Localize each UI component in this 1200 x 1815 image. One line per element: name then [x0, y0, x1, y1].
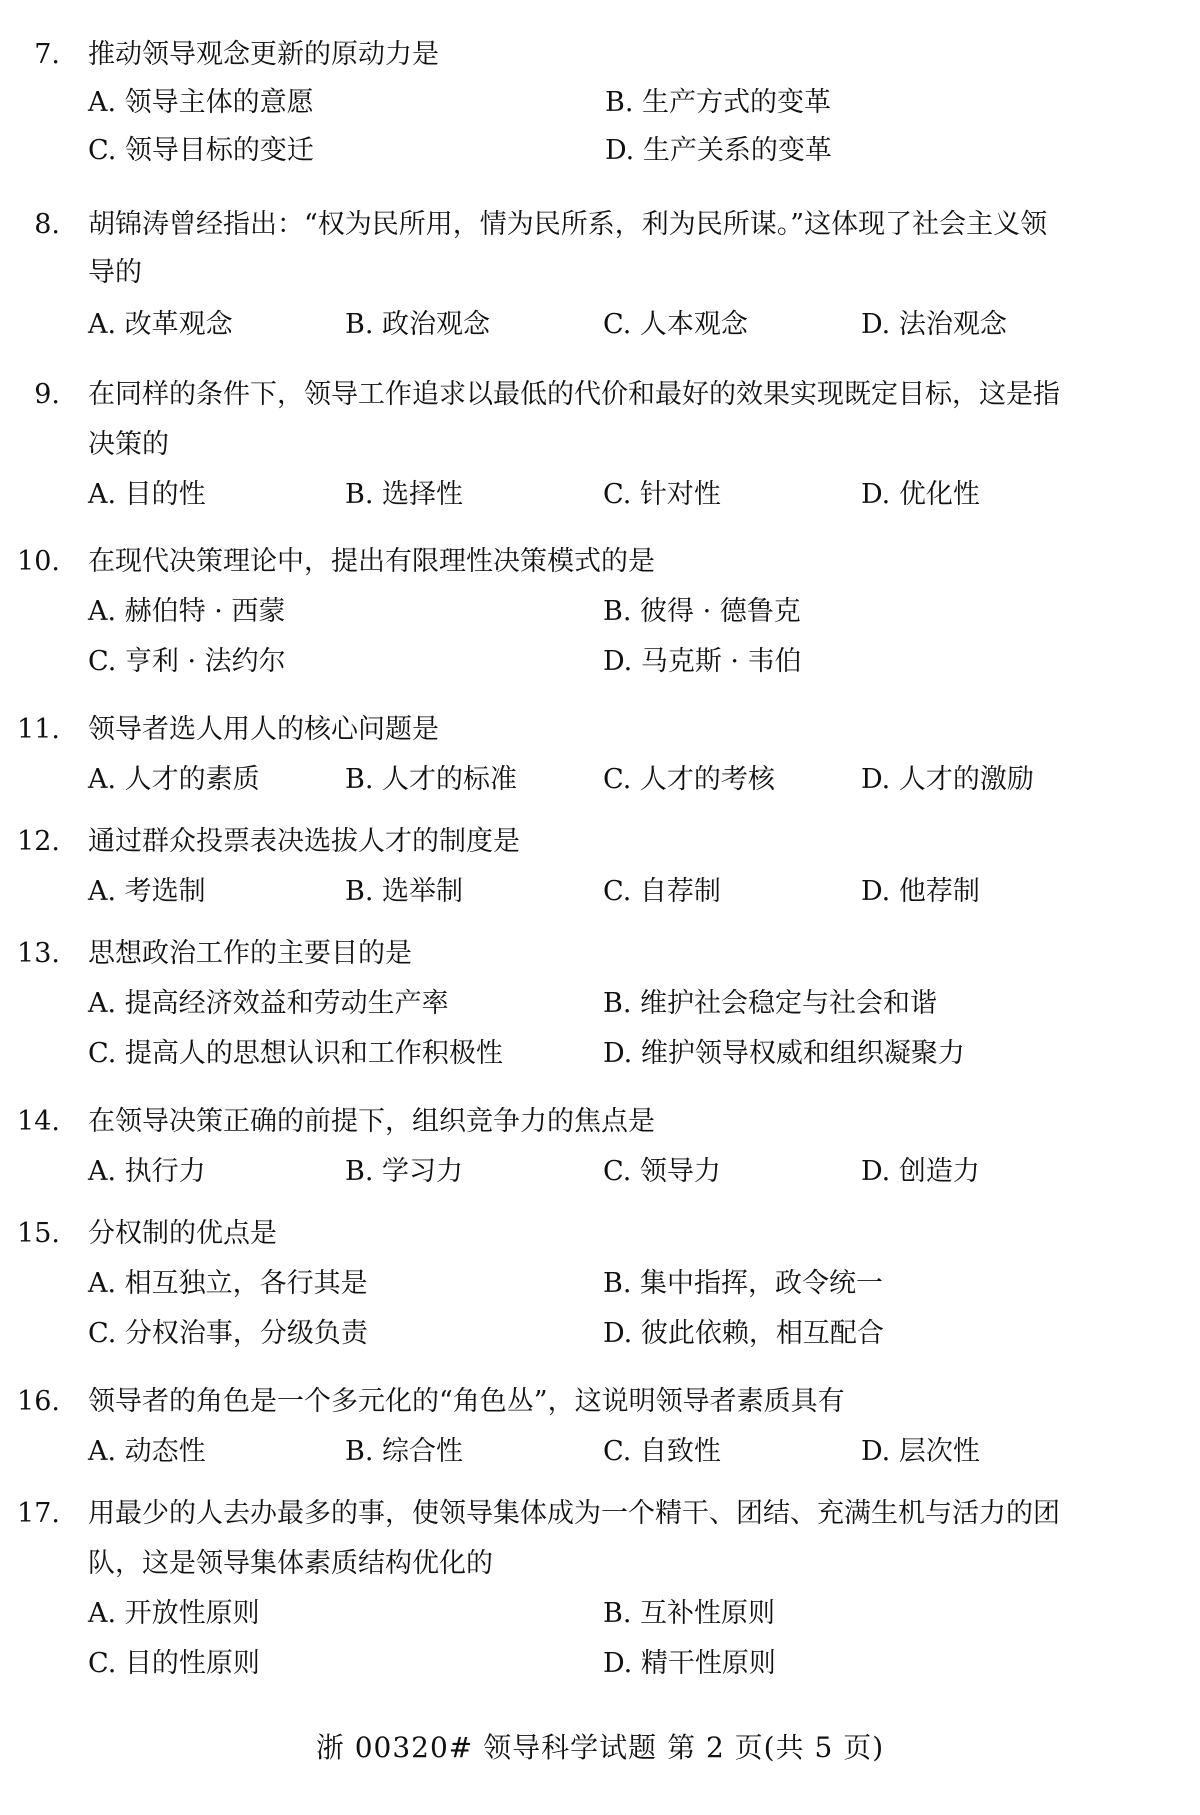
option-d: D. 层次性: [861, 1436, 980, 1467]
option-d: D. 法治观念: [861, 309, 1007, 340]
option-c: C. 自致性: [603, 1436, 721, 1467]
option-b: B. 生产方式的变革: [605, 87, 832, 118]
option-d: D. 彼此依赖，相互配合: [603, 1318, 884, 1349]
option-a: A. 赫伯特 · 西蒙: [88, 596, 286, 627]
question-number: 12.: [17, 826, 60, 857]
option-a: A. 提高经济效益和劳动生产率: [88, 988, 449, 1019]
option-c: C. 针对性: [603, 479, 721, 510]
page-footer: 浙 00320# 领导科学试题 第 2 页(共 5 页): [315, 1731, 885, 1764]
option-a: A. 改革观念: [88, 309, 233, 340]
question-text-continued: 决策的: [88, 429, 169, 460]
question-text: 领导者的角色是一个多元化的“角色丛”，这说明领导者素质具有: [88, 1386, 845, 1417]
option-c: C. 目的性原则: [88, 1648, 260, 1679]
question-number: 7.: [34, 39, 60, 70]
question-number: 15.: [17, 1218, 60, 1249]
option-c: C. 领导目标的变迁: [88, 135, 314, 166]
question-number: 13.: [17, 938, 60, 969]
option-c: C. 自荐制: [603, 876, 721, 907]
option-a: A. 人才的素质: [88, 764, 260, 795]
option-d: D. 精干性原则: [603, 1648, 776, 1679]
option-a: A. 开放性原则: [88, 1598, 260, 1629]
option-b: B. 政治观念: [345, 309, 491, 340]
option-d: D. 创造力: [861, 1156, 980, 1187]
option-c: C. 领导力: [603, 1156, 721, 1187]
question-number: 10.: [17, 546, 60, 577]
question-text: 推动领导观念更新的原动力是: [88, 39, 439, 70]
option-b: B. 选举制: [345, 876, 464, 907]
question-text: 分权制的优点是: [88, 1218, 277, 1249]
option-b: B. 互补性原则: [603, 1598, 776, 1629]
option-b: B. 彼得 · 德鲁克: [603, 596, 801, 627]
option-c: C. 人才的考核: [603, 764, 775, 795]
option-d: D. 优化性: [861, 479, 980, 510]
option-b: B. 维护社会稳定与社会和谐: [603, 988, 938, 1019]
option-b: B. 集中指挥，政令统一: [603, 1268, 884, 1299]
question-text: 在同样的条件下，领导工作追求以最低的代价和最好的效果实现既定目标，这是指: [88, 379, 1060, 410]
question-text: 领导者选人用人的核心问题是: [88, 714, 439, 745]
option-d: D. 马克斯 · 韦伯: [603, 646, 802, 677]
option-b: B. 学习力: [345, 1156, 464, 1187]
option-a: A. 目的性: [88, 479, 206, 510]
question-text: 在现代决策理论中，提出有限理性决策模式的是: [88, 546, 655, 577]
question-number: 9.: [34, 379, 60, 410]
option-a: A. 动态性: [88, 1436, 206, 1467]
option-b: B. 选择性: [345, 479, 464, 510]
option-c: C. 提高人的思想认识和工作积极性: [88, 1038, 503, 1069]
option-a: A. 考选制: [88, 876, 206, 907]
option-b: B. 综合性: [345, 1436, 464, 1467]
question-text-continued: 队，这是领导集体素质结构优化的: [88, 1548, 493, 1579]
option-c: C. 亨利 · 法约尔: [88, 646, 286, 677]
option-d: D. 维护领导权威和组织凝聚力: [603, 1038, 965, 1069]
question-text: 通过群众投票表决选拔人才的制度是: [88, 826, 520, 857]
question-text: 在领导决策正确的前提下，组织竞争力的焦点是: [88, 1106, 655, 1137]
option-b: B. 人才的标准: [345, 764, 518, 795]
question-number: 8.: [34, 209, 60, 240]
question-number: 17.: [17, 1498, 60, 1529]
question-text: 思想政治工作的主要目的是: [88, 938, 412, 969]
question-text: 胡锦涛曾经指出：“权为民所用，情为民所系，利为民所谋。”这体现了社会主义领: [88, 209, 1048, 240]
option-a: A. 相互独立，各行其是: [88, 1268, 368, 1299]
option-a: A. 领导主体的意愿: [88, 87, 314, 118]
option-d: D. 人才的激励: [861, 764, 1034, 795]
option-c: C. 分权治事，分级负责: [88, 1318, 368, 1349]
question-number: 16.: [17, 1386, 60, 1417]
question-number: 11.: [17, 714, 60, 745]
option-c: C. 人本观念: [603, 309, 748, 340]
option-a: A. 执行力: [88, 1156, 206, 1187]
option-d: D. 生产关系的变革: [605, 135, 832, 166]
question-text-continued: 导的: [88, 257, 142, 288]
option-d: D. 他荐制: [861, 876, 980, 907]
question-text: 用最少的人去办最多的事，使领导集体成为一个精干、团结、充满生机与活力的团: [88, 1498, 1060, 1529]
question-number: 14.: [17, 1106, 60, 1137]
